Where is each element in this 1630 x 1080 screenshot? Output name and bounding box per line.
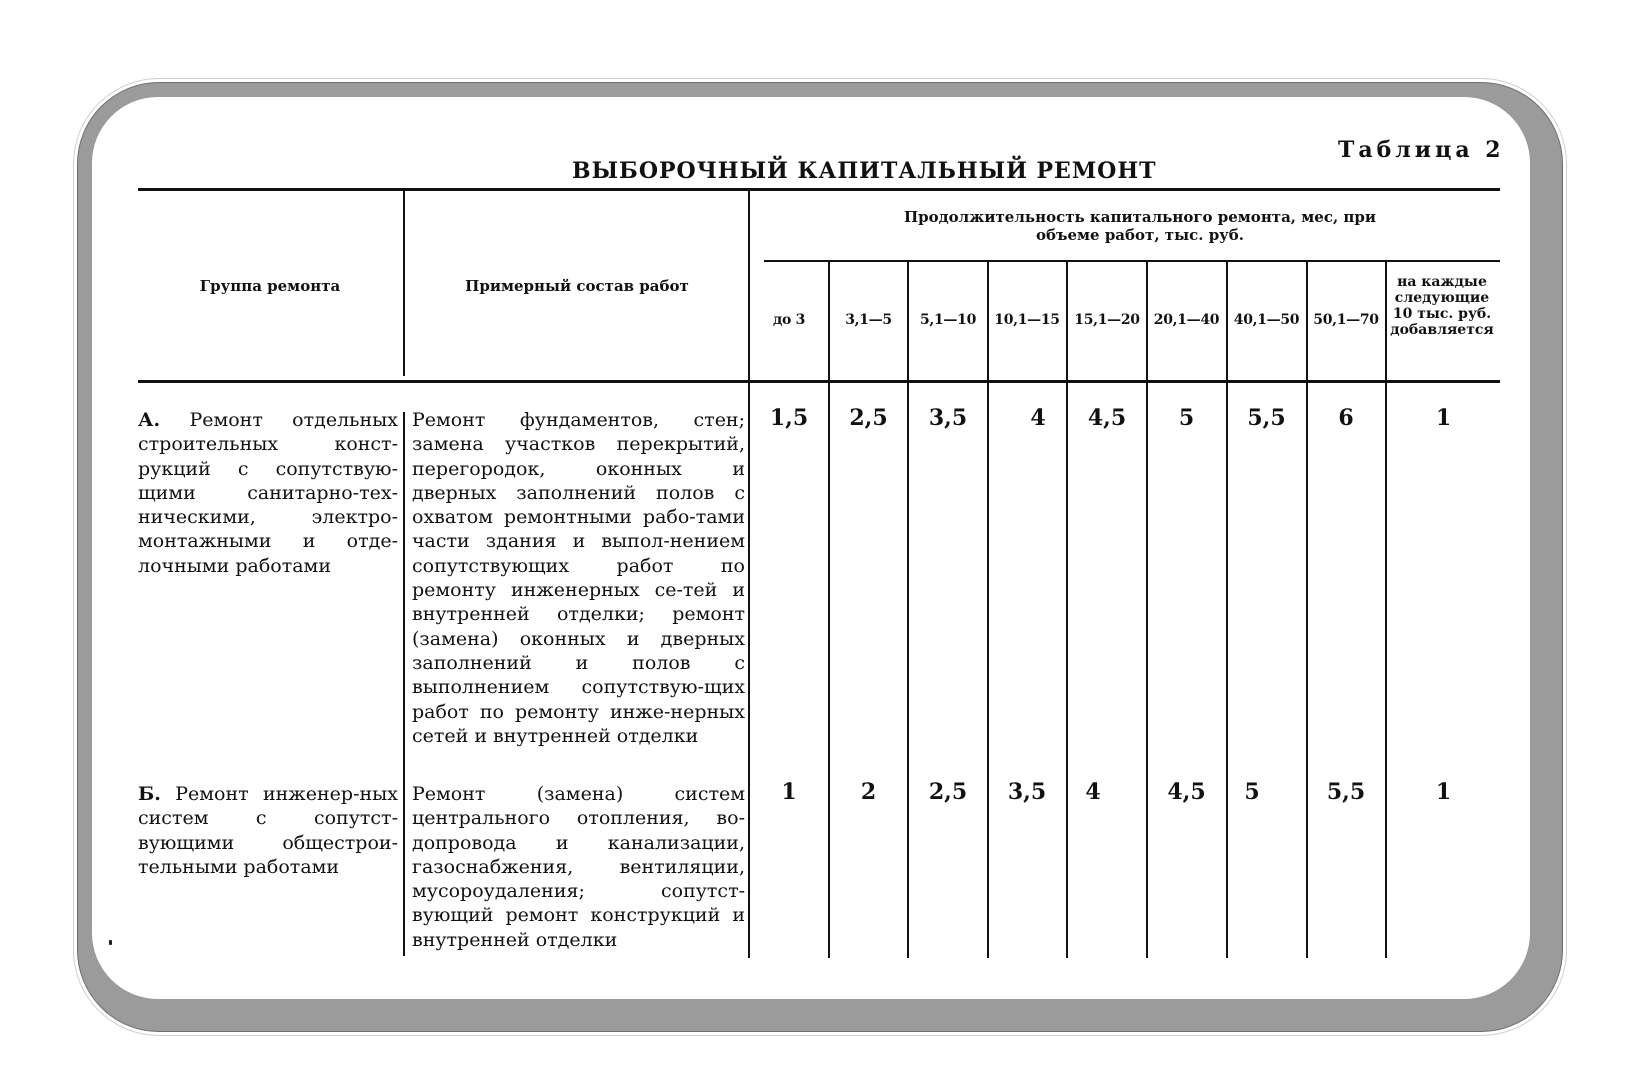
row-a-works: Ремонт фундаментов, стен; замена участков перекрытий, перегородок, оконных и дверных заполнений полов с охватом ремонтными рабо-тами части здания и выпол-нением сопутствующих работ по ремонту инженерных се-тей и внутренней отделки; ремонт (замена) оконных и дверных заполнений и полов с выполнением сопутствую-щих работ по ремонту инже-нерных сетей и внутренней отделки (412, 409, 745, 747)
row-a-value-4: 4 (1030, 405, 1046, 431)
header-duration: Продолжительность капитального ремонта, мес, при объеме работ, тыс. руб. (904, 208, 1376, 244)
col-header-7: 40,1—50 (1233, 312, 1300, 328)
col-header-4: 10,1—15 (994, 312, 1060, 328)
row-a-value-6: 5 (1178, 405, 1195, 431)
row-b-value-3: 2,5 (928, 779, 968, 805)
row-b-value-9: 1 (1435, 779, 1452, 805)
col-header-8: 50,1—70 (1313, 312, 1379, 328)
stray-mark (109, 940, 112, 945)
row-a-value-3: 3,5 (928, 405, 968, 431)
row-b-group (138, 782, 398, 879)
col-header-9: на каждые следующие 10 тыс. руб. добавляется (1390, 274, 1494, 338)
col-divider-2 (907, 262, 909, 958)
col-divider-7 (1306, 262, 1308, 958)
row-b-value-5: 4 (1085, 779, 1101, 805)
row-b-group-text: Ремонт инженер-ных систем с сопутст-вующими общестрои-тельными работами (138, 783, 398, 878)
row-a-value-2: 2,5 (849, 405, 888, 431)
row-b-letter: Б. (138, 783, 161, 805)
row-a-letter: А. (138, 409, 161, 431)
row-b-value-8: 5,5 (1326, 779, 1366, 805)
header-group: Группа ремонта (199, 277, 341, 295)
col-header-6: 20,1—40 (1153, 312, 1220, 328)
row-b-value-1: 1 (781, 779, 797, 805)
col-divider-group-body (403, 412, 405, 956)
col-divider-group (403, 190, 405, 376)
row-a-value-8: 6 (1338, 405, 1354, 431)
row-a-group (138, 408, 398, 578)
header-works: Примерный состав работ (465, 277, 689, 295)
col-header-3: 5,1—10 (919, 312, 977, 328)
row-b-value-4: 3,5 (1007, 779, 1047, 805)
row-b-value-6: 4,5 (1167, 779, 1206, 805)
row-a-group-text: Ремонт отдельных строительных конст-рукций с сопутствую-щими санитарно-тех-ническими, электро-монтажными и отде-лочными работами (138, 409, 398, 577)
col-header-5: 15,1—20 (1074, 312, 1140, 328)
col-header-2: 3,1—5 (845, 312, 892, 328)
col-divider-3 (987, 262, 989, 958)
table-caption: Таблица 2 (1338, 137, 1505, 163)
col-divider-6 (1226, 262, 1228, 958)
header-top-rule (138, 188, 1500, 191)
row-a-value-1: 1,5 (769, 405, 809, 431)
col-divider-4 (1066, 262, 1068, 958)
col-divider-5 (1146, 262, 1148, 958)
col-header-1: до 3 (772, 312, 806, 328)
row-b-value-7: 5 (1244, 779, 1260, 805)
header-bottom-rule (138, 380, 1500, 383)
row-a-value-7: 5,5 (1247, 405, 1286, 431)
col-divider-8 (1385, 262, 1387, 958)
row-a-value-5: 4,5 (1087, 405, 1127, 431)
row-b-value-2: 2 (860, 779, 877, 805)
row-a-value-9: 1 (1435, 405, 1452, 431)
row-b-works: Ремонт (замена) систем центрального отопления, во-допровода и канализации, газоснабжения, вентиляции, мусороудаления; сопутст-вующий ремонт конструкций и внутренней отделки (412, 783, 745, 951)
duration-sub-rule (764, 260, 1500, 262)
col-divider-1 (828, 262, 830, 958)
col-divider-works (748, 190, 750, 958)
table-title: ВЫБОРОЧНЫЙ КАПИТАЛЬНЫЙ РЕМОНТ (572, 158, 1157, 184)
